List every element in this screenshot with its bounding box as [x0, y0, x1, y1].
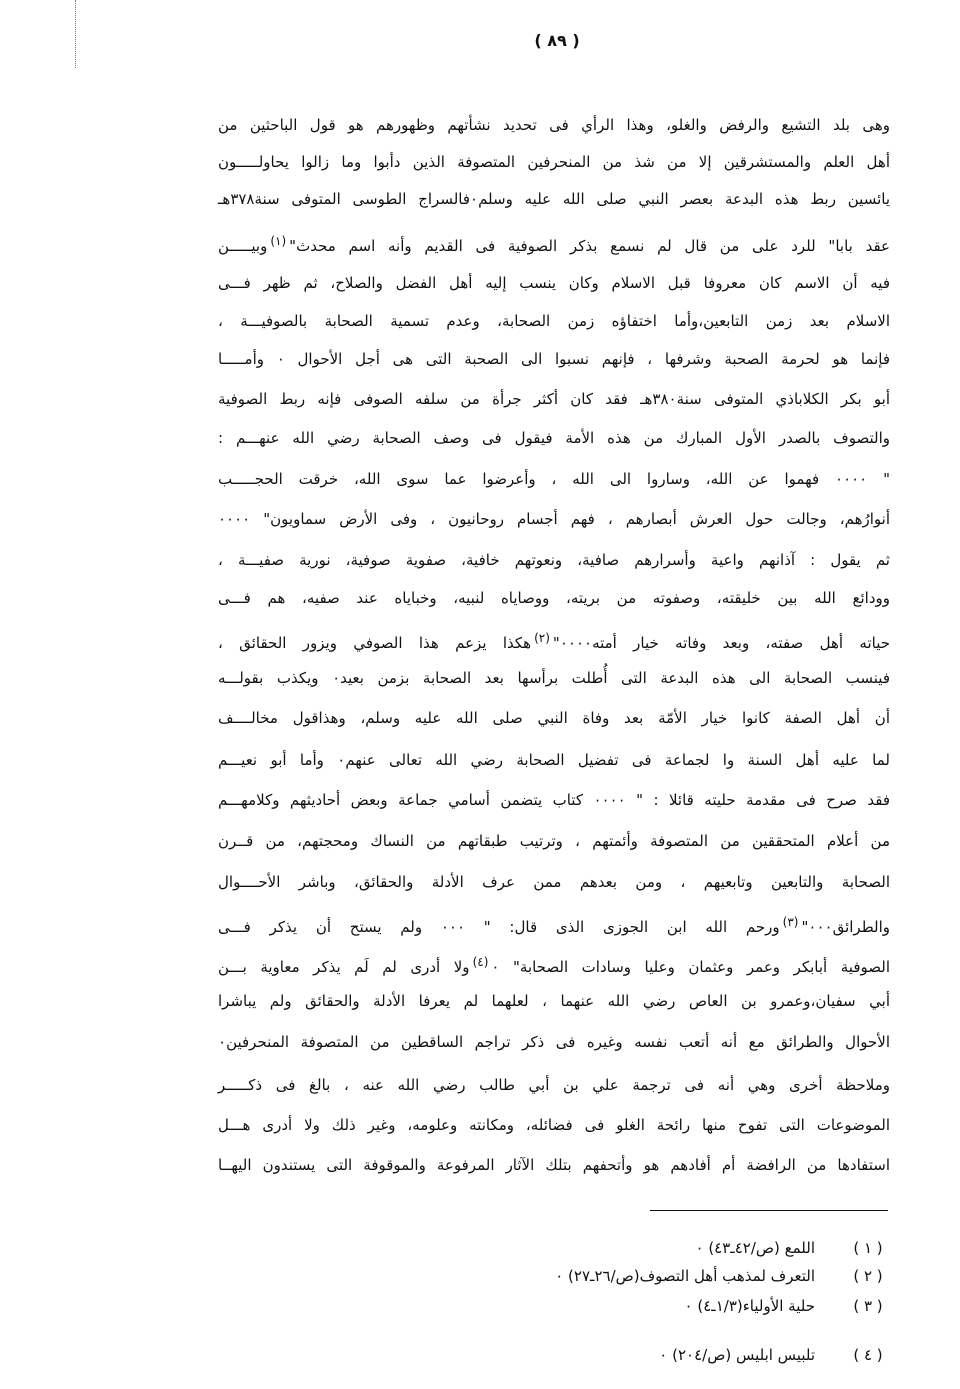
- footnote-text: تلبيس ابليس (ص/٢٠٤) ٠: [659, 1346, 815, 1364]
- scan-edge-marks: [75, 0, 76, 68]
- body-line: الصحابة والتابعين وتابعيهم ، ومن بعدهم ممن عرف الأدلة والحقائق، وباشر الأحــــوال: [218, 873, 890, 891]
- footnote-ref: (٤): [472, 955, 489, 969]
- footnote-separator: [650, 1210, 888, 1211]
- footnote-ref: (٢): [534, 631, 550, 645]
- footnote-text: حلية الأولياء(١/٣ـ٤) ٠: [684, 1297, 815, 1315]
- line-segment: ورحم الله ابن الجوزى الذى قال: " ٠٠٠ ولم يستح أن يذكر فـــى: [218, 918, 780, 936]
- footnote-text: التعرف لمذهب أهل التصوف(ص/٢٦ـ٢٧) ٠: [555, 1267, 815, 1285]
- body-line: [218, 231, 890, 256]
- footnote-ref: (٣): [782, 915, 799, 929]
- body-line: لما عليه أهل السنة وا لجماعة فى تفضيل الصحابة رضي الله تعالى عنهم٠ وأما أبو نعيـــم: [218, 751, 890, 769]
- body-line: أن أهل الصفة كانوا خيار الأمّة بعد وفاة النبي صلى الله عليه وسلم، وهذاقول مخالــــف: [218, 709, 890, 727]
- body-line: وودائع الله بين خليقته، وصفوته من بريته، ووصاياه لنبيه، وخباياه عند صفيه، هم فـــى: [218, 589, 890, 607]
- body-line: وملاحظة أخرى وهي أنه فى ترجمة علي بن أبي طالب رضي الله عنه ، بالغ فى ذكـــــر: [218, 1076, 890, 1094]
- line-segment: حياته أهل صفته، وبعد وفاته خيار أمته٠٠٠٠": [552, 634, 890, 652]
- body-line: الاسلام بعد زمن التابعين،وأما اختفاؤه زمن الصحابة، وعدم تسمية الصحابة بالصوفيـــة ،: [218, 312, 890, 330]
- body-line: أهل العلم والمستشرقين إلا من شذ من المنحرفين المتصوفة الذين دأبوا وما زالوا يحاولـــــون: [218, 153, 890, 171]
- page-number: ( ٨٩ ): [534, 31, 580, 50]
- body-line: أبو بكر الكلاباذي المتوفى سنة٣٨٠هـ فقد كان أكثر جرأة من سلفه الصوفى فإنه ربط الصوفية: [218, 390, 891, 408]
- footnote-ref: (١): [270, 234, 287, 248]
- body-line: " ٠٠٠٠ فهموا عن الله، وساروا الى الله ، وأعرضوا عما سوى الله، خرقت الحجـــــب: [218, 470, 891, 488]
- body-line: [218, 628, 890, 653]
- line-segment: والطرائق٠٠٠": [801, 918, 890, 936]
- footnote-number: ( ٤ ): [853, 1346, 883, 1364]
- footnote-number: ( ٢ ): [853, 1267, 883, 1285]
- body-line: الموضوعات التى تفوح منها رائحة الغلو فى فضائله، ومكانته وعلومه، وغير ذلك ولا أدرى هـــل: [218, 1116, 890, 1134]
- body-line: أنوارُهم، وجالت حول العرش أبصارهم ، فهم أجسام روحانيون ، وفى الأرض سماويون" ٠٠٠٠: [218, 510, 890, 528]
- body-line: يائسين ربط هذه البدعة بعصر النبي صلى الله عليه وسلم٠فالسراج الطوسى المتوفى سنة٣٧٨هـ: [218, 190, 890, 208]
- body-line: أبي سفيان،وعمرو بن العاص رضي الله عنهما ، لعلهما لم يعرفا الأدلة والحقائق ولم يباشرا: [218, 992, 890, 1010]
- body-line: [218, 912, 890, 937]
- body-line: فقد صرح فى مقدمة حليته قائلا : " ٠٠٠٠ كتاب يتضمن أسامي جماعة وبعض أحاديثهم وكلامهـــم: [218, 791, 890, 809]
- line-segment: وبيـــــن: [218, 237, 268, 255]
- line-segment: ولا أدرى لم لَم يذكر معاوية بـــن: [218, 958, 470, 976]
- body-line: [218, 952, 890, 977]
- line-segment: عقد بابا" للرد على من قال لم نسمع بذكر الصوفية فى القديم وأنه اسم محدث": [289, 237, 890, 255]
- body-line: والتصوف بالصدر الأول المبارك من هذه الأمة فيقول فى وصف الصحابة رضي الله عنهـــم :: [218, 429, 890, 447]
- line-segment: الصوفية أبابكر وعمر وعثمان وعليا وسادات الصحابة" ٠: [491, 958, 890, 976]
- body-line: وهى بلد التشيع والرفض والغلو، وهذا الرأي فى تحديد نشأتهم وظهورهم هو قول الباحثين من: [218, 116, 890, 134]
- body-line: فإنما هو لحرمة الصحبة وشرفها ، فإنهم نسبوا الى الصحبة التى هى أجل الأحوال ٠ وأمـــــا: [218, 350, 890, 368]
- body-line: استفادها من الرافضة أم أفادهم هو وأتحفهم بتلك الآثار المرفوعة والموقوفة التى يستندون اليهــا: [218, 1156, 890, 1174]
- body-line: ثم يقول : آذانهم واعية وأسرارهم صافية، ونعوتهم خافية، صفوية صوفية، نورية صفيـــة ،: [218, 551, 890, 569]
- footnote-number: ( ٣ ): [853, 1297, 883, 1315]
- body-line: فينسب الصحابة الى هذه البدعة التى أُطلت برأسها بعد الصحابة بزمن بعيد٠ ويكذب بقولـــه: [218, 669, 891, 687]
- body-line: من أعلام المتحققين من المتصوفة وأئمتهم ، وترتيب طبقاتهم من النساك ومحجتهم، من قــرن: [218, 832, 890, 850]
- footnote-text: اللمع (ص/٤٢ـ٤٣) ٠: [695, 1239, 815, 1257]
- body-line: الأحوال والطرائق مع أنه أتعب نفسه وغيره فى ذكر تراجم الساقطين من المتصوفة المنحرفين٠: [218, 1033, 890, 1051]
- body-line: فيه أن الاسم كان معروفا قبل الاسلام وكان ينسب إليه أهل الفضل والصلاح، ثم ظهر فـــى: [218, 274, 890, 292]
- footnote-number: ( ١ ): [853, 1239, 883, 1257]
- line-segment: هكذا يزعم هذا الصوفي ويزور الحقائق ،: [218, 634, 532, 652]
